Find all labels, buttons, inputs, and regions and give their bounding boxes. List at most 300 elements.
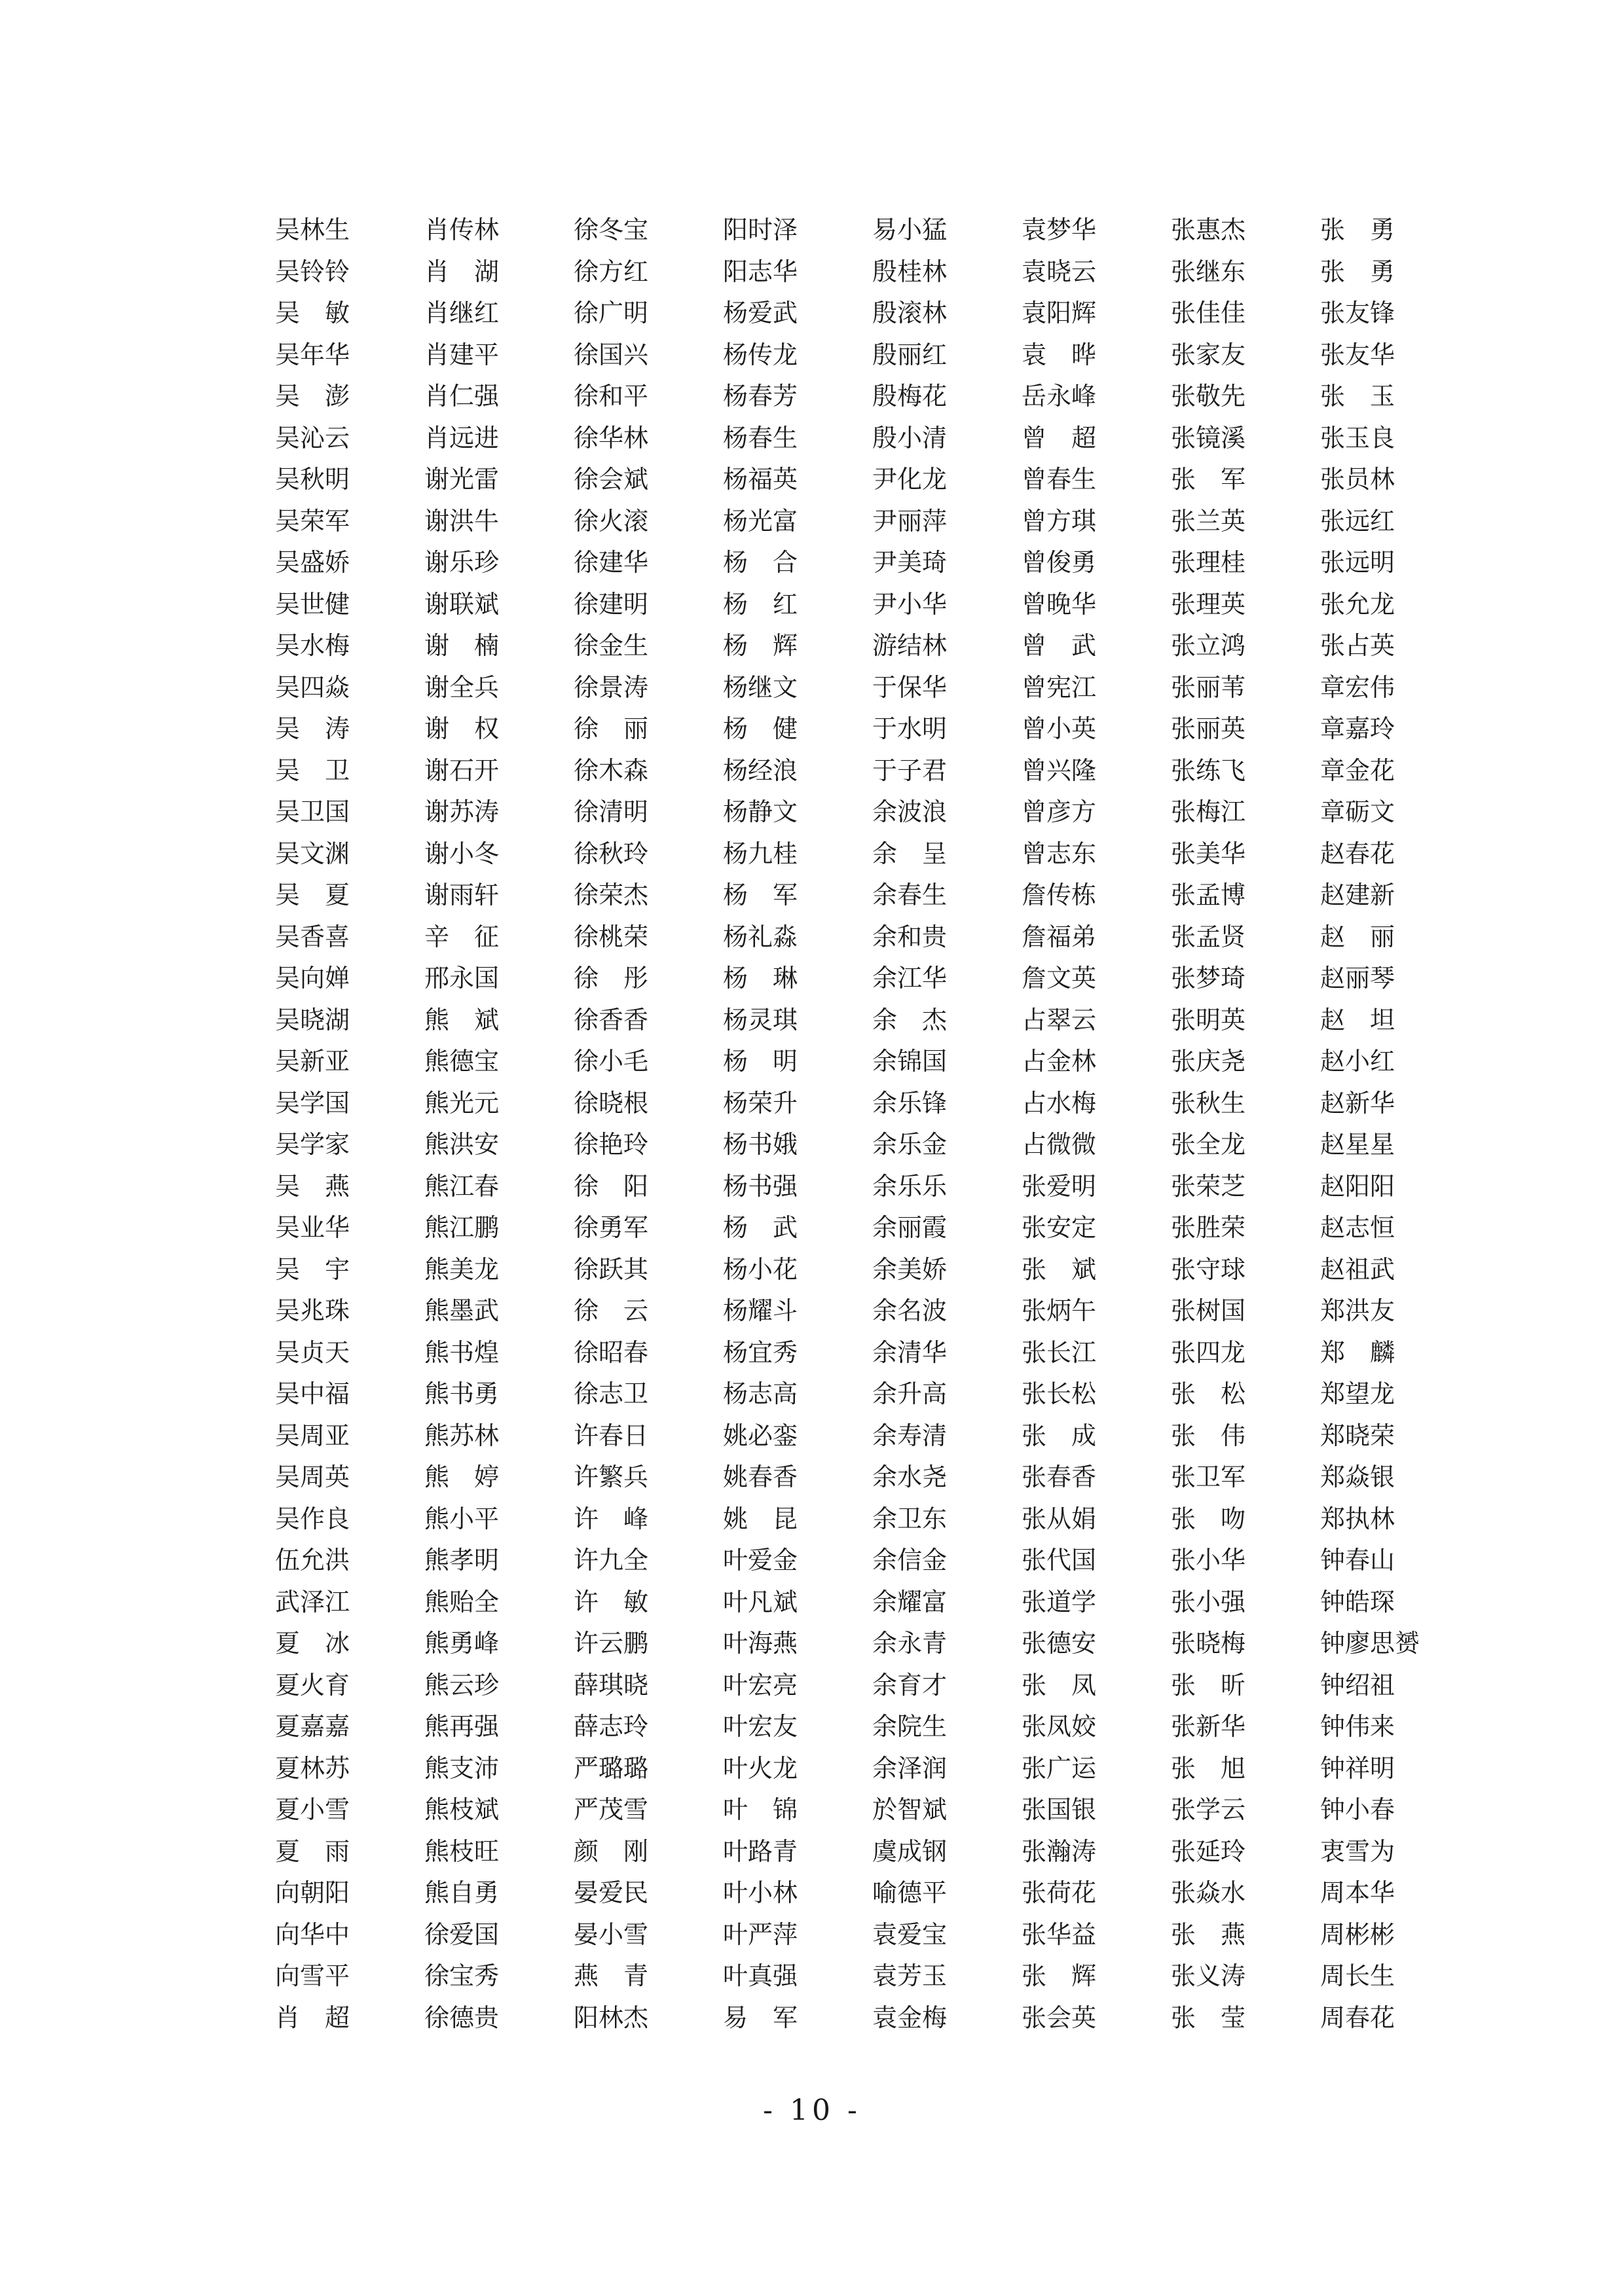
name-cell: 张家友 — [1171, 340, 1246, 369]
name-cell: 薛志玲 — [574, 1712, 649, 1741]
table-row — [275, 1540, 1469, 1582]
name-cell: 肖传林 — [424, 215, 500, 244]
name-cell: 吴新亚 — [275, 1047, 350, 1076]
table-row — [275, 1041, 1469, 1083]
name-cell: 杨光富 — [723, 506, 798, 536]
name-cell: 谢 权 — [424, 714, 500, 743]
name-cell: 吴周亚 — [275, 1421, 350, 1450]
name-cell: 张继东 — [1171, 257, 1246, 286]
name-cell: 余耀富 — [872, 1587, 948, 1616]
name-cell: 叶 锦 — [723, 1795, 798, 1824]
name-cell: 徐德贵 — [424, 2003, 500, 2032]
name-cell: 赵阳阳 — [1320, 1171, 1395, 1201]
name-cell: 张广运 — [1022, 1753, 1097, 1783]
name-cell: 易 军 — [723, 2003, 798, 2032]
name-cell: 熊美龙 — [424, 1254, 500, 1284]
name-cell: 向雪平 — [275, 1961, 350, 1990]
name-cell: 赵志恒 — [1320, 1213, 1395, 1242]
name-cell: 叶路青 — [723, 1836, 798, 1866]
name-cell: 吴年华 — [275, 340, 350, 369]
name-cell: 曾晚华 — [1022, 589, 1097, 619]
table-row — [275, 542, 1469, 584]
name-cell: 张 昕 — [1171, 1670, 1246, 1700]
name-cell: 詹福弟 — [1022, 922, 1097, 951]
name-cell: 张梦琦 — [1171, 964, 1246, 993]
name-cell: 周春花 — [1320, 2003, 1395, 2032]
name-cell: 徐 阳 — [574, 1171, 649, 1201]
name-cell: 詹文英 — [1022, 964, 1097, 993]
name-cell: 夏嘉嘉 — [275, 1712, 350, 1741]
name-cell: 张理桂 — [1171, 548, 1246, 577]
name-cell: 熊云珍 — [424, 1670, 500, 1700]
table-row — [275, 210, 1469, 251]
name-cell: 余丽霞 — [872, 1213, 948, 1242]
name-cell: 张丽苇 — [1171, 672, 1246, 702]
name-cell: 杨 武 — [723, 1213, 798, 1242]
name-cell: 钟廖思赟 — [1320, 1629, 1420, 1658]
name-cell: 张明英 — [1171, 1005, 1246, 1034]
name-cell: 吴 夏 — [275, 881, 350, 909]
name-cell: 赵祖武 — [1320, 1254, 1395, 1284]
name-cell: 杨宜秀 — [723, 1338, 798, 1367]
name-cell: 郑晓荣 — [1320, 1421, 1395, 1450]
name-cell: 熊支沛 — [424, 1753, 500, 1783]
table-row — [275, 875, 1469, 917]
name-cell: 郑执林 — [1320, 1504, 1395, 1533]
name-cell: 杨春生 — [723, 423, 798, 452]
name-cell: 熊墨武 — [424, 1296, 500, 1325]
name-cell: 熊江鹏 — [424, 1213, 500, 1242]
name-cell: 杨书强 — [723, 1171, 798, 1201]
name-cell: 杨 合 — [723, 548, 798, 577]
name-cell: 邢永国 — [424, 964, 500, 993]
name-cell: 吴铃铃 — [275, 257, 350, 286]
name-cell: 夏 冰 — [275, 1629, 350, 1658]
name-cell: 徐木森 — [574, 756, 649, 785]
name-cell: 周彬彬 — [1320, 1920, 1395, 1949]
name-cell: 曾 超 — [1022, 423, 1097, 452]
name-cell: 辛 征 — [424, 922, 500, 951]
name-cell: 游结林 — [872, 631, 948, 660]
name-cell: 郑洪友 — [1320, 1296, 1395, 1325]
name-cell: 杨志高 — [723, 1379, 798, 1408]
name-cell: 周长生 — [1320, 1961, 1395, 1990]
name-cell: 徐 丽 — [574, 714, 649, 743]
name-cell: 谢全兵 — [424, 672, 500, 702]
name-cell: 张玉良 — [1320, 423, 1395, 452]
table-row — [275, 1415, 1469, 1457]
name-cell: 余院生 — [872, 1712, 948, 1741]
name-cell: 谢 楠 — [424, 631, 500, 660]
name-cell: 叶严萍 — [723, 1920, 798, 1949]
name-cell: 张佳佳 — [1171, 299, 1246, 327]
name-cell: 钟祥明 — [1320, 1753, 1395, 1783]
table-row — [275, 1665, 1469, 1707]
name-cell: 吴文渊 — [275, 839, 350, 868]
name-cell: 吴 宇 — [275, 1254, 350, 1284]
name-cell: 吴兆珠 — [275, 1296, 350, 1325]
name-cell: 谢光雷 — [424, 465, 500, 494]
name-cell: 谢雨轩 — [424, 881, 500, 909]
table-row — [275, 1207, 1469, 1249]
name-cell: 张 伟 — [1171, 1421, 1246, 1450]
name-cell: 于保华 — [872, 672, 948, 702]
name-cell: 吴水梅 — [275, 631, 350, 660]
name-cell: 姚春香 — [723, 1463, 798, 1491]
name-cell: 张员林 — [1320, 465, 1395, 494]
name-cell: 严茂雪 — [574, 1795, 649, 1824]
name-cell: 尹丽萍 — [872, 506, 948, 536]
name-cell: 徐 彤 — [574, 964, 649, 993]
name-cell: 杨静文 — [723, 797, 798, 826]
name-cell: 虞成钢 — [872, 1836, 948, 1866]
name-cell: 余 呈 — [872, 839, 948, 868]
name-cell: 阳时泽 — [723, 215, 798, 244]
name-cell: 颜 刚 — [574, 1836, 649, 1866]
name-cell: 杨 红 — [723, 589, 798, 619]
name-cell: 许 峰 — [574, 1504, 649, 1533]
name-cell: 张晓梅 — [1171, 1629, 1246, 1658]
name-cell: 张远明 — [1320, 548, 1395, 577]
table-row — [275, 792, 1469, 833]
name-cell: 曾方琪 — [1022, 506, 1097, 536]
name-cell: 余信金 — [872, 1546, 948, 1575]
name-cell: 张长江 — [1022, 1338, 1097, 1367]
name-cell: 张从娟 — [1022, 1504, 1097, 1533]
name-cell: 张炳午 — [1022, 1296, 1097, 1325]
name-cell: 张 成 — [1022, 1421, 1097, 1450]
name-cell: 余名波 — [872, 1296, 948, 1325]
name-cell: 徐广明 — [574, 299, 649, 327]
name-cell: 杨荣升 — [723, 1088, 798, 1118]
name-cell: 徐华林 — [574, 423, 649, 452]
name-cell: 晏小雪 — [574, 1920, 649, 1949]
name-cell: 徐志卫 — [574, 1379, 649, 1408]
name-cell: 张 旭 — [1171, 1753, 1246, 1783]
name-cell: 燕 青 — [574, 1961, 649, 1990]
name-cell: 张丽英 — [1171, 714, 1246, 743]
name-cell: 易小猛 — [872, 215, 948, 244]
name-cell: 熊再强 — [424, 1712, 500, 1741]
name-cell: 殷梅花 — [872, 382, 948, 410]
name-cell: 郑 麟 — [1320, 1338, 1395, 1367]
name-cell: 吴中福 — [275, 1379, 350, 1408]
name-cell: 张占英 — [1320, 631, 1395, 660]
name-cell: 吴学国 — [275, 1088, 350, 1118]
name-cell: 张凤姣 — [1022, 1712, 1097, 1741]
name-cell: 张小强 — [1171, 1587, 1246, 1616]
table-row — [275, 1914, 1469, 1956]
name-cell: 吴卫国 — [275, 797, 350, 826]
name-cell: 熊 斌 — [424, 1005, 500, 1034]
name-cell: 赵星星 — [1320, 1130, 1395, 1159]
name-cell: 张兰英 — [1171, 506, 1246, 536]
table-row — [275, 1789, 1469, 1831]
name-cell: 于水明 — [872, 714, 948, 743]
name-cell: 熊枝旺 — [424, 1836, 500, 1866]
name-cell: 向华中 — [275, 1920, 350, 1949]
name-cell: 熊书勇 — [424, 1379, 500, 1408]
name-cell: 杨书娥 — [723, 1130, 798, 1159]
name-cell: 殷小清 — [872, 423, 948, 452]
name-cell: 徐宝秀 — [424, 1961, 500, 1990]
table-row — [275, 833, 1469, 875]
name-cell: 吴 涛 — [275, 714, 350, 743]
name-cell: 熊书煌 — [424, 1338, 500, 1367]
name-cell: 章宏伟 — [1320, 672, 1395, 702]
table-row — [275, 1457, 1469, 1499]
name-cell: 熊贻全 — [424, 1587, 500, 1616]
name-cell: 袁梦华 — [1022, 215, 1097, 244]
name-cell: 吴秋明 — [275, 465, 350, 494]
name-cell: 叶火龙 — [723, 1753, 798, 1783]
name-cell: 张孟贤 — [1171, 922, 1246, 951]
name-cell: 袁 晔 — [1022, 340, 1097, 369]
name-cell: 张华益 — [1022, 1920, 1097, 1949]
name-cell: 徐爱国 — [424, 1920, 500, 1949]
name-cell: 张理英 — [1171, 589, 1246, 619]
name-cell: 徐 云 — [574, 1296, 649, 1325]
name-cell: 张瀚涛 — [1022, 1836, 1097, 1866]
name-cell: 徐冬宝 — [574, 215, 649, 244]
table-row — [275, 1997, 1469, 2039]
name-cell: 阳志华 — [723, 257, 798, 286]
table-row — [275, 1374, 1469, 1415]
name-cell: 徐香香 — [574, 1005, 649, 1034]
name-cell: 张 吻 — [1171, 1504, 1246, 1533]
name-cell: 叶宏亮 — [723, 1670, 798, 1700]
name-cell: 尹小华 — [872, 589, 948, 619]
name-cell: 张友华 — [1320, 340, 1395, 369]
name-cell: 袁爱宝 — [872, 1920, 948, 1949]
name-cell: 张孟博 — [1171, 881, 1246, 909]
table-row — [275, 1582, 1469, 1624]
name-table-body — [275, 210, 1469, 2039]
table-row — [275, 1124, 1469, 1166]
name-cell: 吴贞天 — [275, 1338, 350, 1367]
name-cell: 张延玲 — [1171, 1836, 1246, 1866]
name-cell: 吴学家 — [275, 1130, 350, 1159]
name-cell: 殷滚林 — [872, 299, 948, 327]
name-cell: 徐晓根 — [574, 1088, 649, 1118]
name-cell: 余江华 — [872, 964, 948, 993]
name-cell: 曾志东 — [1022, 839, 1097, 868]
name-cell: 吴作良 — [275, 1504, 350, 1533]
table-row — [275, 1706, 1469, 1748]
name-cell: 张 凤 — [1022, 1670, 1097, 1700]
name-cell: 张秋生 — [1171, 1088, 1246, 1118]
name-cell: 熊自勇 — [424, 1878, 500, 1907]
name-cell: 徐跃其 — [574, 1254, 649, 1284]
name-cell: 杨 辉 — [723, 631, 798, 660]
name-cell: 徐建华 — [574, 548, 649, 577]
name-cell: 张镜溪 — [1171, 423, 1246, 452]
name-cell: 赵 丽 — [1320, 922, 1395, 951]
name-cell: 曾俊勇 — [1022, 548, 1097, 577]
name-cell: 徐勇军 — [574, 1213, 649, 1242]
name-cell: 章砺文 — [1320, 797, 1395, 826]
name-cell: 吴林生 — [275, 215, 350, 244]
name-cell: 赵建新 — [1320, 881, 1395, 909]
name-cell: 余美娇 — [872, 1254, 948, 1284]
name-cell: 张 勇 — [1320, 215, 1395, 244]
name-cell: 杨耀斗 — [723, 1296, 798, 1325]
table-row — [275, 376, 1469, 418]
name-cell: 曾彦方 — [1022, 797, 1097, 826]
name-cell: 许九全 — [574, 1546, 649, 1575]
table-row — [275, 584, 1469, 626]
name-cell: 张 勇 — [1320, 257, 1395, 286]
name-cell: 杨 健 — [723, 714, 798, 743]
name-cell: 张梅江 — [1171, 797, 1246, 826]
name-cell: 许 敏 — [574, 1587, 649, 1616]
name-cell: 余清华 — [872, 1338, 948, 1367]
name-cell: 钟春山 — [1320, 1546, 1395, 1575]
name-cell: 杨 琳 — [723, 964, 798, 993]
name-cell: 余永青 — [872, 1629, 948, 1658]
name-cell: 叶真强 — [723, 1961, 798, 1990]
name-cell: 詹传栋 — [1022, 881, 1097, 909]
name-cell: 曾兴隆 — [1022, 756, 1097, 785]
table-row — [275, 1166, 1469, 1208]
name-cell: 严璐璐 — [574, 1753, 649, 1783]
name-cell: 袁芳玉 — [872, 1961, 948, 1990]
name-cell: 伍允洪 — [275, 1546, 350, 1575]
name-cell: 周本华 — [1320, 1878, 1395, 1907]
name-cell: 吴四焱 — [275, 672, 350, 702]
name-cell: 余波浪 — [872, 797, 948, 826]
name-cell: 张敬先 — [1171, 382, 1246, 410]
table-row — [275, 1290, 1469, 1332]
name-cell: 张德安 — [1022, 1629, 1097, 1658]
name-cell: 徐小毛 — [574, 1047, 649, 1076]
table-row — [275, 708, 1469, 750]
name-cell: 熊德宝 — [424, 1047, 500, 1076]
name-cell: 张学云 — [1171, 1795, 1246, 1824]
name-cell: 张荣芝 — [1171, 1171, 1246, 1201]
name-cell: 吴沁云 — [275, 423, 350, 452]
name-cell: 许繁兵 — [574, 1463, 649, 1491]
name-cell: 余乐金 — [872, 1130, 948, 1159]
name-cell: 张国银 — [1022, 1795, 1097, 1824]
table-row — [275, 459, 1469, 501]
name-cell: 张庆尧 — [1171, 1047, 1246, 1076]
name-cell: 张春香 — [1022, 1463, 1097, 1491]
name-cell: 杨经浪 — [723, 756, 798, 785]
name-cell: 张爱明 — [1022, 1171, 1097, 1201]
name-cell: 杨传龙 — [723, 340, 798, 369]
name-cell: 郑望龙 — [1320, 1379, 1395, 1408]
name-cell: 谢石开 — [424, 756, 500, 785]
name-cell: 钟绍祖 — [1320, 1670, 1395, 1700]
name-cell: 袁晓云 — [1022, 257, 1097, 286]
table-row — [275, 958, 1469, 1000]
name-cell: 杨继文 — [723, 672, 798, 702]
name-cell: 夏 雨 — [275, 1836, 350, 1866]
table-row — [275, 501, 1469, 543]
name-cell: 张代国 — [1022, 1546, 1097, 1575]
name-cell: 熊枝斌 — [424, 1795, 500, 1824]
name-cell: 熊苏林 — [424, 1421, 500, 1450]
name-cell: 余寿清 — [872, 1421, 948, 1450]
name-cell: 阳林杰 — [574, 2003, 649, 2032]
name-cell: 张道学 — [1022, 1587, 1097, 1616]
name-cell: 张远红 — [1320, 506, 1395, 536]
table-row — [275, 667, 1469, 709]
name-cell: 杨春芳 — [723, 382, 798, 410]
table-row — [275, 251, 1469, 293]
table-row — [275, 1000, 1469, 1042]
name-cell: 占微微 — [1022, 1130, 1097, 1159]
name-cell: 熊洪安 — [424, 1130, 500, 1159]
name-cell: 张安定 — [1022, 1213, 1097, 1242]
table-row — [275, 1872, 1469, 1914]
name-cell: 张卫军 — [1171, 1463, 1246, 1491]
name-cell: 袁阳辉 — [1022, 299, 1097, 327]
name-cell: 张 莹 — [1171, 2003, 1246, 2032]
name-cell: 徐艳玲 — [574, 1130, 649, 1159]
name-cell: 赵春花 — [1320, 839, 1395, 868]
name-cell: 叶海燕 — [723, 1629, 798, 1658]
name-cell: 武泽江 — [275, 1587, 350, 1616]
name-cell: 吴向婵 — [275, 964, 350, 993]
name-cell: 曾 武 — [1022, 631, 1097, 660]
name-cell: 徐会斌 — [574, 465, 649, 494]
name-cell: 余育才 — [872, 1670, 948, 1700]
name-cell: 赵丽琴 — [1320, 964, 1395, 993]
name-cell: 钟小春 — [1320, 1795, 1395, 1824]
name-cell: 吴 燕 — [275, 1171, 350, 1201]
name-cell: 徐火滚 — [574, 506, 649, 536]
name-cell: 徐方红 — [574, 257, 649, 286]
name-cell: 袁金梅 — [872, 2003, 948, 2032]
name-cell: 晏爱民 — [574, 1878, 649, 1907]
name-cell: 张焱水 — [1171, 1878, 1246, 1907]
table-row — [275, 1249, 1469, 1291]
name-cell: 张小华 — [1171, 1546, 1246, 1575]
table-row — [275, 1956, 1469, 1997]
name-cell: 杨九桂 — [723, 839, 798, 868]
name-cell: 张胜荣 — [1171, 1213, 1246, 1242]
name-cell: 余泽润 — [872, 1753, 948, 1783]
name-cell: 余卫东 — [872, 1504, 948, 1533]
name-cell: 张全龙 — [1171, 1130, 1246, 1159]
table-row — [275, 335, 1469, 376]
name-cell: 张会英 — [1022, 2003, 1097, 2032]
name-cell: 张 辉 — [1022, 1961, 1097, 1990]
name-cell: 谢联斌 — [424, 589, 500, 619]
name-cell: 杨灵琪 — [723, 1005, 798, 1034]
name-cell: 张 玉 — [1320, 382, 1395, 410]
name-cell: 徐荣杰 — [574, 881, 649, 909]
name-cell: 喻德平 — [872, 1878, 948, 1907]
name-cell: 张 斌 — [1022, 1254, 1097, 1284]
name-cell: 曾小英 — [1022, 714, 1097, 743]
name-cell: 占翠云 — [1022, 1005, 1097, 1034]
name-cell: 岳永峰 — [1022, 382, 1097, 410]
name-cell: 张树国 — [1171, 1296, 1246, 1325]
name-cell: 吴 澎 — [275, 382, 350, 410]
name-cell: 谢乐珍 — [424, 548, 500, 577]
name-cell: 谢小冬 — [424, 839, 500, 868]
name-cell: 钟皓琛 — [1320, 1587, 1395, 1616]
name-cell: 吴周英 — [275, 1463, 350, 1491]
name-cell: 余乐乐 — [872, 1171, 948, 1201]
name-cell: 余水尧 — [872, 1463, 948, 1491]
name-cell: 吴 卫 — [275, 756, 350, 785]
name-cell: 杨 明 — [723, 1047, 798, 1076]
name-cell: 叶宏友 — [723, 1712, 798, 1741]
